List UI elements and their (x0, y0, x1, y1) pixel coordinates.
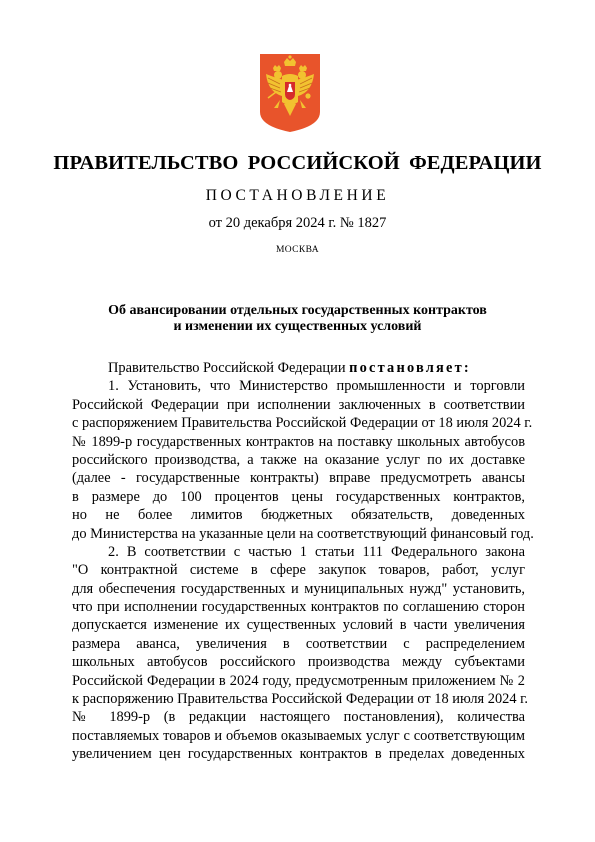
decree-body (72, 359, 534, 764)
decree-subject (60, 303, 535, 335)
paragraph-2-line: "О контрактной системе в сфере закупок товаров, работ, услуг (72, 562, 525, 579)
decree-city: МОСКВА (275, 245, 320, 255)
decree-date-number: от 20 декабря 2024 г. № 1827 (208, 215, 387, 231)
paragraph-1-line: (далее - государственные контракты) вправе предусмотреть авансы (72, 470, 525, 487)
preamble (72, 359, 525, 377)
paragraph-1-line: Российской Федерации при исполнении заключенных в соответствии (72, 396, 525, 413)
preamble-verb: постановляет: (349, 360, 471, 376)
subject-line: и изменении их существенных условий (173, 319, 422, 334)
paragraph-2-line: для обеспечения государственных и муниципальных нужд" установить, (72, 580, 525, 597)
paragraph-2-line: школьных автобусов российского производства между субъектами (72, 654, 525, 671)
paragraph-2-line: что при исполнении государственных контрактов по соглашению сторон (72, 599, 525, 616)
paragraph-1-line: до Министерства на указанные цели на соответствующий финансовый год. (72, 525, 534, 542)
paragraph-2-line: увеличением цен государственных контрактов в пределах доведенных (72, 746, 525, 763)
paragraph-1-line: 1. Установить, что Министерство промышленности и торговли (108, 378, 525, 395)
paragraph-2-line: размера аванса, увеличения в соответствии с распределением (72, 635, 525, 652)
coat-of-arms-icon (258, 52, 322, 134)
paragraph-2-line: № 1899-р (в редакции настоящего постановления), количества (72, 709, 525, 726)
paragraph-1-line: с распоряжением Правительства Российской Федерации от 18 июля 2024 г. (72, 415, 533, 432)
paragraph-1-line: № 1899-р государственных контрактов на поставку школьных автобусов (72, 433, 525, 450)
paragraph-2-line: 2. В соответствии с частью 1 статьи 111 Федерального закона (108, 543, 525, 560)
paragraph-2-line: к распоряжению Правительства Российской Федерации от 18 июля 2024 г. (72, 691, 529, 708)
government-title: ПРАВИТЕЛЬСТВО РОССИЙСКОЙ ФЕДЕРАЦИИ (53, 152, 542, 174)
subject-line: Об авансировании отдельных государственных контрактов (108, 303, 487, 318)
decree-type: ПОСТАНОВЛЕНИЕ (205, 187, 390, 204)
paragraph-2-line: Российской Федерации в 2024 году, предусмотренным приложением № 2 (72, 672, 525, 689)
paragraph-1-line: российского производства, а также на оказание услуг по их доставке (72, 451, 525, 468)
paragraph-2-line: допускается изменение их существенных условий в части увеличения (72, 617, 525, 634)
paragraph-2-line: поставляемых товаров и объемов оказываемых услуг с соответствующим (72, 727, 525, 744)
paragraph-1-line: но не более лимитов бюджетных обязательств, доведенных (72, 507, 525, 524)
preamble-text: Правительство Российской Федерации (108, 360, 350, 376)
coat-of-arms-icon-graphic (258, 52, 322, 134)
paragraph-1-line: в размере до 100 процентов цены государственных контрактов, (72, 488, 525, 505)
